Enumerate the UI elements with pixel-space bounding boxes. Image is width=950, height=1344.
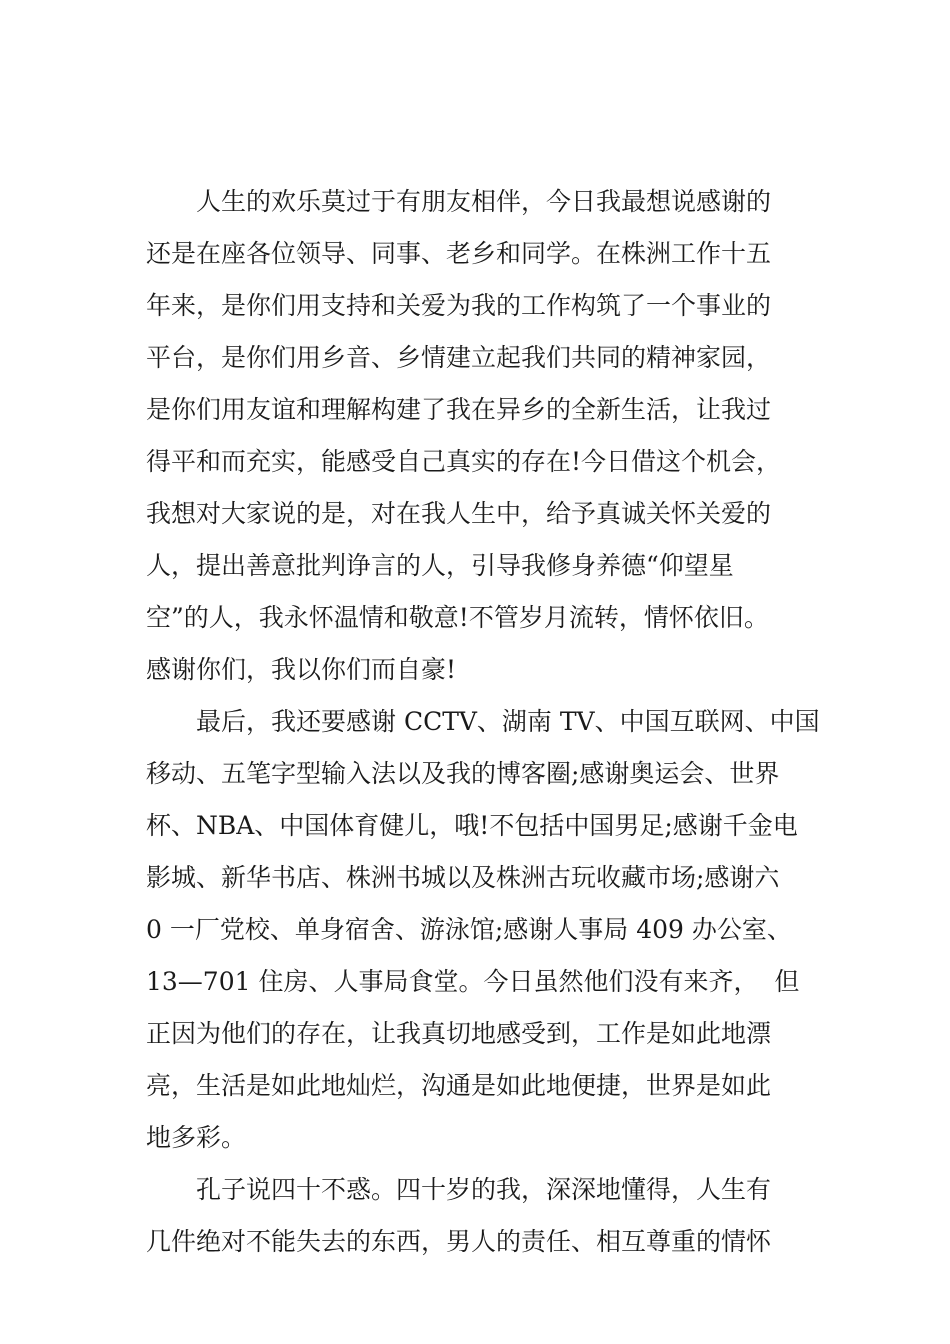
text-line: 亮，生活是如此地灿烂，沟通是如此地便捷，世界是如此: [146, 1071, 772, 1100]
text-line: 感谢你们，我以你们而自豪!: [146, 655, 457, 684]
text-line: 还是在座各位领导、同事、老乡和同学。在株洲工作十五: [146, 239, 772, 268]
text-line: 影城、新华书店、株洲书城以及株洲古玩收藏市场;感谢六: [146, 863, 780, 892]
text-line: 13—701 住房、人事局食堂。今日虽然他们没有来齐， 但: [146, 967, 800, 996]
text-line: 年来，是你们用支持和关爱为我的工作构筑了一个事业的: [146, 291, 772, 320]
text-line: 地多彩。: [146, 1123, 247, 1152]
text-line: 人生的欢乐莫过于有朋友相伴，今日我最想说感谢的: [146, 187, 772, 216]
document-body: [146, 176, 826, 1268]
text-line: 空”的人，我永怀温情和敬意!不管岁月流转，情怀依旧。: [146, 603, 769, 632]
text-line: 杯、NBA、中国体育健儿，哦!不包括中国男足;感谢千金电: [146, 811, 798, 840]
text-line: 最后，我还要感谢 CCTV、湖南 TV、中国互联网、中国: [146, 707, 820, 736]
text-line: 孔子说四十不惑。四十岁的我，深深地懂得，人生有: [146, 1175, 772, 1204]
text-line: 正因为他们的存在，让我真切地感受到，工作是如此地漂: [146, 1019, 772, 1048]
text-line: 得平和而充实，能感受自己真实的存在!今日借这个机会，: [146, 447, 782, 476]
text-line: 人，提出善意批判诤言的人，引导我修身养德“仰望星: [146, 551, 734, 580]
text-line: 移动、五笔字型输入法以及我的博客圈;感谢奥运会、世界: [146, 759, 780, 788]
text-line: 是你们用友谊和理解构建了我在异乡的全新生活，让我过: [146, 395, 772, 424]
text-line: 0 一厂党校、单身宿舍、游泳馆;感谢人事局 409 办公室、: [146, 915, 792, 944]
text-line: 几件绝对不能失去的东西，男人的责任、相互尊重的情怀: [146, 1227, 772, 1256]
text-line: 我想对大家说的是，对在我人生中，给予真诚关怀关爱的: [146, 499, 772, 528]
text-line: 平台，是你们用乡音、乡情建立起我们共同的精神家园，: [146, 343, 772, 372]
